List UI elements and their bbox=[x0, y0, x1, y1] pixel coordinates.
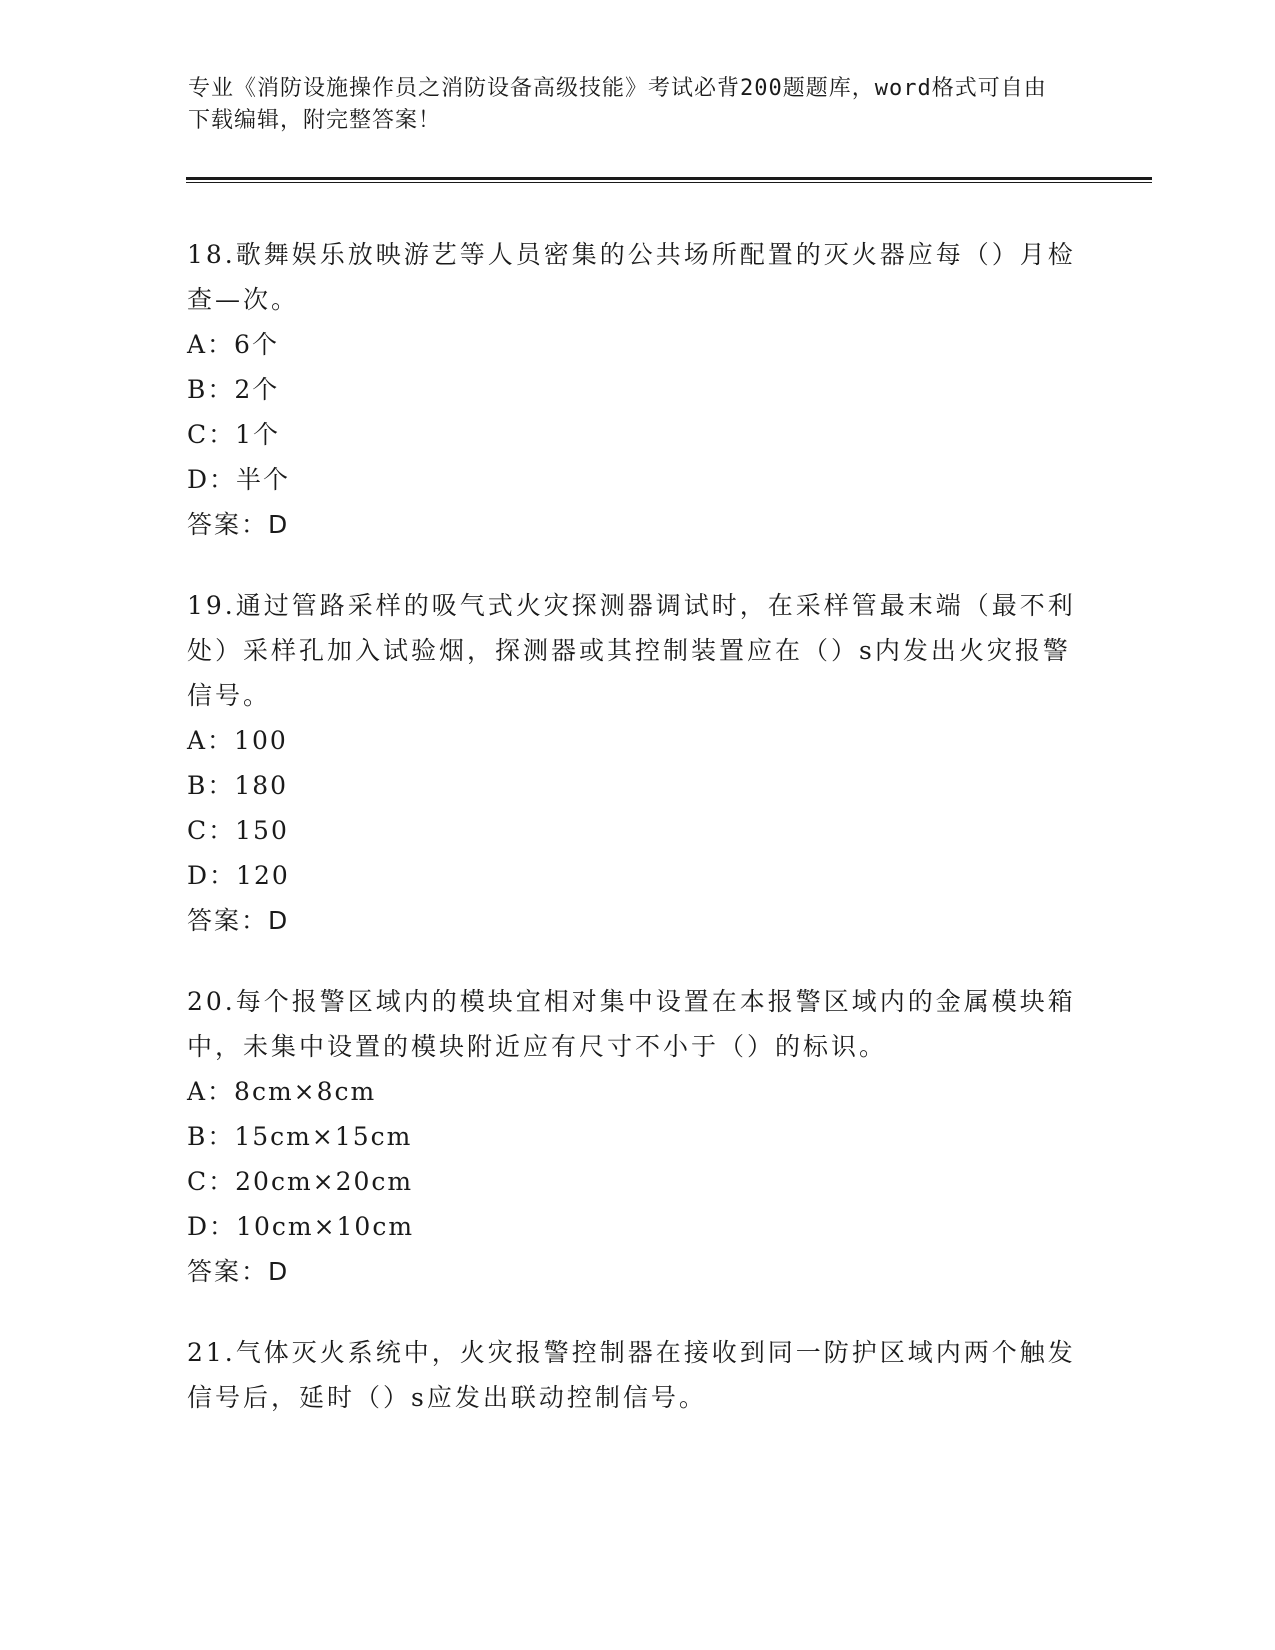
question-text: 18.歌舞娱乐放映游艺等人员密集的公共场所配置的灭火器应每（）月检查—次。 bbox=[187, 240, 1076, 314]
option-c: C：20cm×20cm bbox=[187, 1167, 414, 1196]
option-a: A：8cm×8cm bbox=[187, 1077, 377, 1106]
question-21 bbox=[187, 1330, 1087, 1420]
question-19 bbox=[187, 583, 1087, 943]
option-d: D：120 bbox=[187, 861, 290, 890]
header-divider-thick bbox=[186, 177, 1152, 180]
question-text: 19.通过管路采样的吸气式火灾探测器调试时，在采样管最末端（最不利处）采样孔加入试验烟，探测器或其控制装置应在（）s内发出火灾报警信号。 bbox=[187, 591, 1076, 710]
option-a: A：100 bbox=[187, 726, 288, 755]
question-18 bbox=[187, 232, 1087, 547]
option-c: C：1个 bbox=[187, 420, 281, 449]
question-20 bbox=[187, 979, 1087, 1294]
question-text: 20.每个报警区域内的模块宜相对集中设置在本报警区域内的金属模块箱中，未集中设置的模块附近应有尺寸不小于（）的标识。 bbox=[187, 987, 1076, 1061]
option-a: A：6个 bbox=[187, 330, 279, 359]
option-d: D：半个 bbox=[187, 465, 291, 494]
header-divider-thin bbox=[186, 182, 1152, 183]
question-list bbox=[187, 232, 1087, 1456]
answer: 答案：D bbox=[187, 906, 290, 935]
option-b: B：15cm×15cm bbox=[187, 1122, 413, 1151]
document-header: 专业《消防设施操作员之消防设备高级技能》考试必背200题题库，word格式可自由下载编辑，附完整答案！ bbox=[188, 76, 1047, 133]
option-c: C：150 bbox=[187, 816, 289, 845]
question-text: 21.气体灭火系统中，火灾报警控制器在接收到同一防护区域内两个触发信号后，延时（）s应发出联动控制信号。 bbox=[187, 1338, 1076, 1412]
option-b: B：180 bbox=[187, 771, 289, 800]
answer: 答案：D bbox=[187, 1257, 290, 1286]
option-d: D：10cm×10cm bbox=[187, 1212, 415, 1241]
option-b: B：2个 bbox=[187, 375, 280, 404]
answer: 答案：D bbox=[187, 510, 290, 539]
